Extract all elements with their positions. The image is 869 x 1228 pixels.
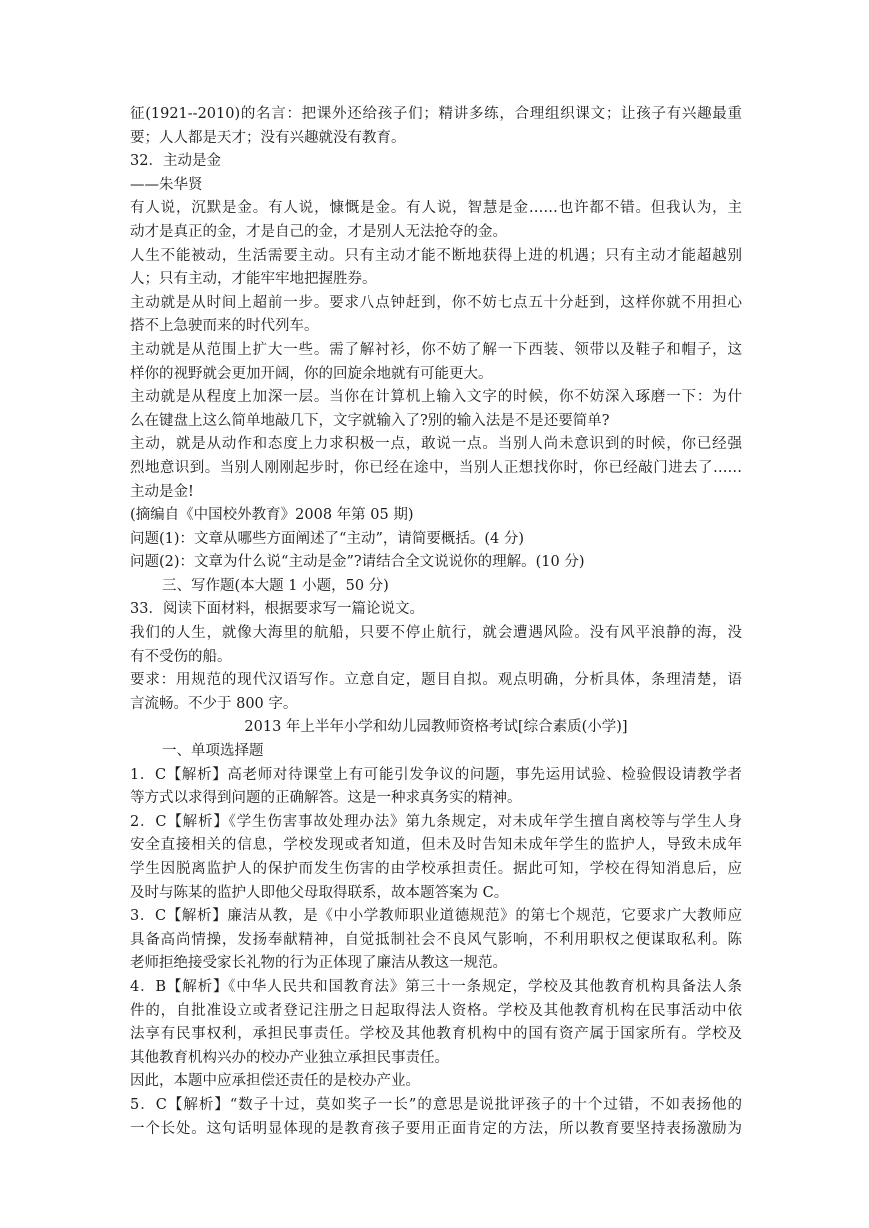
text-line: 因此，本题中应承担偿还责任的是校办产业。 <box>130 1073 420 1090</box>
text-line: 主动就是从范围上扩大一些。需了解衬衫，你不妨了解一下西装、领带以及鞋子和帽子，这 <box>130 341 742 358</box>
text-line: 问题(1)：文章从哪些方面阐述了“主动”，请简要概括。(4 分) <box>130 530 525 547</box>
text-line: 主动就是从时间上超前一步。要求八点钟赶到，你不妨七点五十分赶到，这样你就不用担心 <box>130 294 742 311</box>
text-line: 件的，自批准设立或者登记注册之日起取得法人资格。学校及其他教育机构在民事活动中依 <box>130 1002 742 1019</box>
text-line: 老师拒绝接受家长礼物的行为正体现了廉洁从教这一规范。 <box>130 955 507 972</box>
text-line: 2．C【解析】《学生伤害事故处理办法》第九条规定，对未成年学生擅自离校等与学生人身 <box>130 813 742 830</box>
text-line: 搭不上急驶而来的时代列车。 <box>130 318 319 335</box>
text-line: 三、写作题(本大题 1 小题，50 分) <box>162 577 389 594</box>
text-line: 有人说，沉默是金。有人说，慷慨是金。有人说，智慧是金……也许都不错。但我认为，主 <box>130 200 742 217</box>
text-line: 具备高尚情操，发扬奉献精神，自觉抵制社会不良风气影响，不利用职权之便谋取私利。陈 <box>130 931 742 948</box>
text-line: (摘编自《中国校外教育》2008 年第 05 期) <box>130 507 414 524</box>
text-line: 及时与陈某的监护人即他父母取得联系，故本题答案为 C。 <box>130 884 509 901</box>
text-line: 安全直接相关的信息，学校发现或者知道，但未及时告知未成年学生的监护人，导致未成年 <box>130 837 742 854</box>
text-line: 有不受伤的船。 <box>130 648 232 665</box>
text-line: 其他教育机构兴办的校办产业独立承担民事责任。 <box>130 1049 449 1066</box>
text-line: 学生因脱离监护人的保护而发生伤害的由学校承担责任。据此可知，学校在得知消息后，应 <box>130 861 742 877</box>
text-line: 5．C【解析】“数子十过，莫如奖子一长”的意思是说批评孩子的十个过错，不如表扬他的 <box>130 1096 742 1113</box>
text-line: 3．C【解析】廉洁从教，是《中小学教师职业道德规范》的第七个规范，它要求广大教师应 <box>130 908 742 925</box>
text-line: 33．阅读下面材料，根据要求写一篇论说文。 <box>130 601 424 618</box>
text-line: 一、单项选择题 <box>162 743 264 760</box>
text-line: 主动就是从程度上加深一层。当你在计算机上输入文字的时候，你不妨深入琢磨一下：为什 <box>130 389 742 406</box>
text-line: 1．C【解析】高老师对待课堂上有可能引发争议的问题，事先运用试验、检验假设请教学者 <box>130 766 742 783</box>
text-line: 主动是金! <box>130 483 194 500</box>
text-line: ——朱华贤 <box>130 176 203 193</box>
text-line: 4．B【解析】《中华人民共和国教育法》第三十一条规定，学校及其他教育机构具备法人条 <box>130 978 742 995</box>
text-line: 我们的人生，就像大海里的航船，只要不停止航行，就会遭遇风险。没有风平浪静的海，没 <box>130 625 742 642</box>
text-line: 等方式以求得到问题的正确解答。这是一种求真务实的精神。 <box>130 790 522 807</box>
text-line: 人；只有主动，才能牢牢地把握胜券。 <box>130 271 377 288</box>
text-line: 问题(2)：文章为什么说“主动是金”?请结合全文说说你的理解。(10 分) <box>130 554 585 571</box>
text-line: 要求：用规范的现代汉语写作。立意自定，题目自拟。观点明确，分析具体，条理清楚，语 <box>130 672 742 689</box>
text-line: 言流畅。不少于 800 字。 <box>130 695 298 712</box>
text-line: 烈地意识到。当别人刚刚起步时，你已经在途中，当别人正想找你时，你已经敲门进去了…… <box>130 459 742 476</box>
document-body <box>130 103 742 1141</box>
text-line: 动才是真正的金，才是自己的金，才是别人无法抢夺的金。 <box>130 223 507 240</box>
text-line: 征(1921--2010)的名言：把课外还给孩子们；精讲多练，合理组织课文；让孩子有兴趣最重 <box>130 106 742 122</box>
text-line: 样你的视野就会更加开阔，你的回旋余地就有可能更大。 <box>130 365 493 382</box>
text-line: 2013 年上半年小学和幼儿园教师资格考试[综合素质(小学)] <box>244 719 628 736</box>
text-line: 法享有民事权利，承担民事责任。学校及其他教育机构中的国有资产属于国家所有。学校及 <box>130 1026 742 1043</box>
text-line: 人生不能被动，生活需要主动。只有主动才能不断地获得上进的机遇；只有主动才能超越别 <box>130 247 742 264</box>
text-line: 32．主动是金 <box>130 153 221 170</box>
text-line: 主动，就是从动作和态度上力求积极一点，敢说一点。当别人尚未意识到的时候，你已经强 <box>130 436 742 453</box>
text-line: 一个长处。这句话明显体现的是教育孩子要用正面肯定的方法，所以教育要坚持表扬激励为 <box>130 1120 742 1137</box>
text-line: 要；人人都是天才；没有兴趣就没有教育。 <box>130 129 406 146</box>
text-line: 么在键盘上这么简单地敲几下，文字就输入了?别的输入法是不是还要简单? <box>130 412 610 429</box>
